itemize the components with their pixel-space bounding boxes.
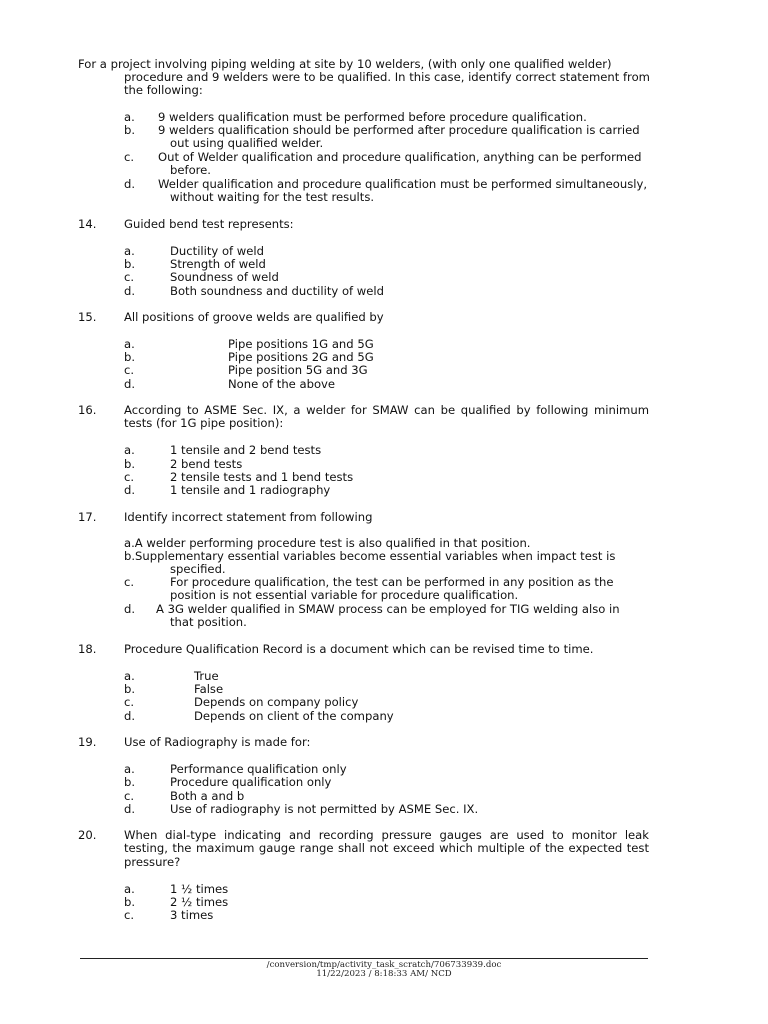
footer-divider <box>80 958 648 959</box>
option-label: a. <box>124 882 135 896</box>
option-text: Depends on client of the company <box>194 709 394 723</box>
option-text: Soundness of weld <box>170 270 279 284</box>
option-label: d. <box>124 709 136 723</box>
option-text: 2 tensile tests and 1 bend tests <box>170 470 354 484</box>
question-text: Identify incorrect statement from following <box>124 510 373 524</box>
option-text-cont: without waiting for the test results. <box>170 190 375 204</box>
option-text: 1 tensile and 1 radiography <box>170 483 331 497</box>
question-number: 18. <box>78 642 97 656</box>
option-text: 2 ½ times <box>170 895 229 909</box>
option-label: d. <box>124 602 136 616</box>
option-text-cont: that position. <box>170 615 247 629</box>
option-label: b. <box>124 549 136 563</box>
option-text: False <box>194 682 224 696</box>
option-text: Out of Welder qualification and procedure qualification, anything can be performed <box>158 150 642 164</box>
option-text: Performance qualification only <box>170 762 347 776</box>
option-text: 9 welders qualification should be performed after procedure qualification is carried <box>158 123 640 137</box>
question-number: 14. <box>78 217 97 231</box>
option-label: b. <box>124 457 136 471</box>
question-text: All positions of groove welds are qualified by <box>124 310 384 324</box>
question-text: According to ASME Sec. IX, a welder for SMAW can be qualified by following minimum tests (for 1G pipe position): <box>124 403 649 431</box>
option-text: None of the above <box>228 377 336 391</box>
footer-file-path: /conversion/tmp/activity_task_scratch/706733939.doc <box>266 960 502 970</box>
option-text: Use of radiography is not permitted by ASME Sec. IX. <box>170 802 479 816</box>
question-text: Guided bend test represents: <box>124 217 294 231</box>
option-label: b. <box>124 257 136 271</box>
option-label: d. <box>124 802 136 816</box>
option-text: 9 welders qualification must be performed before procedure qualification. <box>158 110 587 124</box>
option-label: b. <box>124 350 136 364</box>
option-text: Procedure qualification only <box>170 775 332 789</box>
option-label: b. <box>124 895 136 909</box>
option-label: d. <box>124 483 136 497</box>
option-text: Welder qualification and procedure qualification must be performed simultaneously, <box>158 177 648 191</box>
option-label: c. <box>124 150 135 164</box>
question-text: When dial-type indicating and recording pressure gauges are used to monitor leak testing, the maximum gauge range shall not exceed which multiple of the expected test pressure? <box>124 828 649 869</box>
intro-question-text: procedure and 9 welders were to be qualified. In this case, identify correct statement from the following: <box>124 70 650 98</box>
question-number: 17. <box>78 510 97 524</box>
option-text: 1 ½ times <box>170 882 229 896</box>
option-label: b. <box>124 682 136 696</box>
option-label: c. <box>124 363 135 377</box>
option-label: a. <box>124 762 135 776</box>
option-text: Pipe position 5G and 3G <box>228 363 368 377</box>
option-text: Pipe positions 1G and 5G <box>228 337 374 351</box>
option-text: For procedure qualification, the test can be performed in any position as the <box>170 575 614 589</box>
option-text: Pipe positions 2G and 5G <box>228 350 374 364</box>
option-text: 3 times <box>170 908 214 922</box>
option-label: a. <box>124 443 135 457</box>
option-label: c. <box>124 695 135 709</box>
question-text: Procedure Qualification Record is a document which can be revised time to time. <box>124 642 594 656</box>
option-label: c. <box>124 470 135 484</box>
option-label: b. <box>124 123 136 137</box>
option-text: Depends on company policy <box>194 695 359 709</box>
option-text: Strength of weld <box>170 257 266 271</box>
option-label: c. <box>124 789 135 803</box>
option-label: d. <box>124 284 136 298</box>
option-label: c. <box>124 908 135 922</box>
question-number: 15. <box>78 310 97 324</box>
option-text: A welder performing procedure test is also qualified in that position. <box>134 536 531 550</box>
option-label: a. <box>124 337 135 351</box>
footer-timestamp: 11/22/2023 / 8:18:33 AM/ NCD <box>316 969 452 979</box>
option-label: a. <box>124 244 135 258</box>
option-text: 1 tensile and 2 bend tests <box>170 443 322 457</box>
option-text: 2 bend tests <box>170 457 243 471</box>
option-label: c. <box>124 270 135 284</box>
option-text: Both a and b <box>170 789 245 803</box>
option-text: Supplementary essential variables become essential variables when impact test is <box>135 549 616 563</box>
option-text: A 3G welder qualified in SMAW process can be employed for TIG welding also in <box>156 602 620 616</box>
question-text: Use of Radiography is made for: <box>124 735 311 749</box>
option-text-cont: position is not essential variable for procedure qualification. <box>170 588 519 602</box>
option-text-cont: specified. <box>170 562 226 576</box>
option-label: a. <box>124 669 135 683</box>
option-text-cont: out using qualified welder. <box>170 136 324 150</box>
option-text: Ductility of weld <box>170 244 265 258</box>
option-label: c. <box>124 575 135 589</box>
option-label: b. <box>124 775 136 789</box>
option-text: True <box>194 669 219 683</box>
option-label: d. <box>124 177 136 191</box>
intro-question-line1: For a project involving piping welding at site by 10 welders, (with only one qualified welder) <box>78 57 612 71</box>
option-label: a. <box>124 536 135 550</box>
option-text-cont: before. <box>170 163 211 177</box>
option-label: a. <box>124 110 135 124</box>
question-number: 16. <box>78 403 97 417</box>
question-number: 20. <box>78 828 97 842</box>
option-text: Both soundness and ductility of weld <box>170 284 384 298</box>
option-label: d. <box>124 377 136 391</box>
question-number: 19. <box>78 735 97 749</box>
